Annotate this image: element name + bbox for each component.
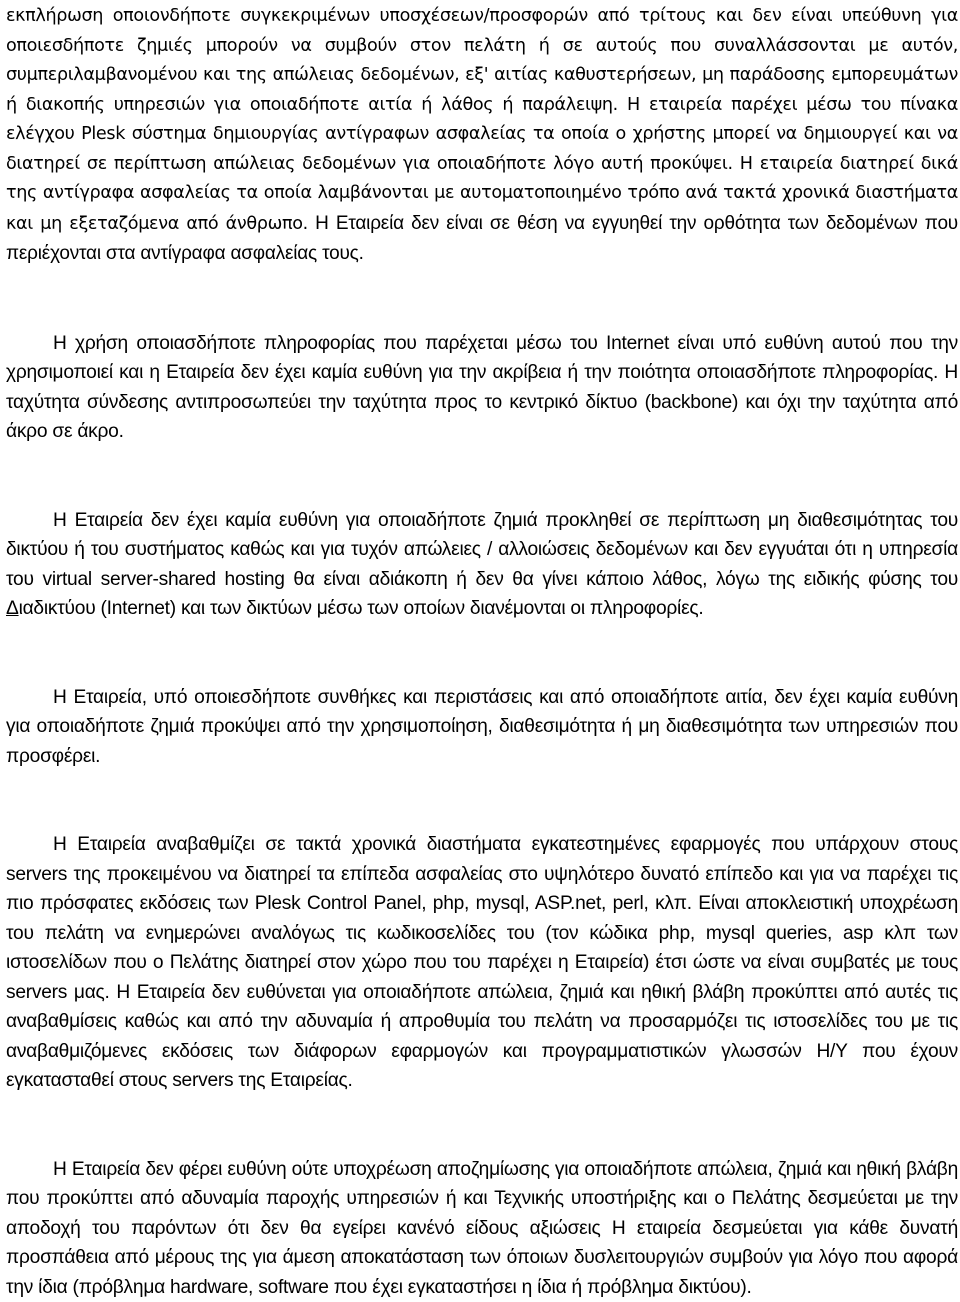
paragraph-gap bbox=[6, 771, 958, 830]
paragraph-gap bbox=[6, 624, 958, 683]
paragraph-liability-backups-text: εκπλήρωση οποιονδήποτε συγκεκριμένων υποσχέσεων/προσφορών από τρίτους και δεν είναι υπεύθυνη για οποιεσδήποτε ζημιές μπορούν να συμβούν στον πελάτη ή σε αυτούς που συναλλάσσονται με αυτόν, συμπεριλαμβανομένου και της απώλειας δεδομένων, εξ' αιτίας καθυστερήσεων, μη παράδοσης εμπορευμάτων ή διακοπής υπηρεσιών για οποιαδήποτε αιτία ή λάθος ή παράλειψη. Η εταιρεία παρέχει μέσω του πίνακα ελέγχου Plesk σύστημα δημιουργίας αντίγραφων ασφαλείας τα οποία ο χρήστης μπορεί να δημιουργεί και να διατηρεί σε περίπτωση απώλειας δεδομένων για οποιαδήποτε λόγο αυτή προκύψει. Η εταιρεία διατηρεί δικά της αντίγραφα ασφαλείας τα οποία λαμβάνονται με αυτοματοποιημένο τρόπο ανά τακτά χρονικά διαστήματα και μη εξεταζόμενα από άνθρωπο. bbox=[6, 6, 958, 234]
paragraph-gap bbox=[6, 270, 958, 329]
paragraph-internet-information: Η χρήση οποιασδήποτε πληροφορίας που παρέχεται μέσω του Internet είναι υπό ευθύνη αυτού που την χρησιμοποιεί και η Εταιρεία δεν έχει καμία ευθύνη για την ακρίβεια ή την ποιότητα οποιασδήποτε πληροφορίας. Η ταχύτητα σύνδεσης αντιπροσωπεύει την ταχύτητα προς το κεντρικό δίκτυο (backbone) και όχι την ταχύτητα από άκρο σε άκρο. bbox=[6, 332, 958, 442]
paragraph-liability-backups bbox=[6, 2, 958, 270]
paragraph-software-upgrades: Η Εταιρεία αναβαθμίζει σε τακτά χρονικά διαστήματα εγκατεστημένες εφαρμογές που υπάρχουν στους servers της προκειμένου να διατηρεί τα επίπεδα ασφαλείας στο υψηλότερο δυνατό επίπεδο και για να παρέχει τις πιο πρόσφατες εκδόσεις των Plesk Control Panel, php, mysql, ASP.net, perl, κλπ. Είναι αποκλειστική υποχρέωση του πελάτη να ενημερώνει αναλόγως τις κωδικοσελίδες του (τον κώδικα php, mysql queries, asp κλπ των ιστοσελίδων που ο Πελάτης διατηρεί στον χώρο που του παρέχει η Εταιρεία) έτσι ώστε να είναι συμβατές με τους servers μας. Η Εταιρεία δεν ευθύνεται για οποιαδήποτε απώλεια, ζημιά και ηθική βλάβη προκύπτει από αυτές τις αναβαθμίσεις καθώς και από την αδυναμία ή απροθυμία του πελάτη να προσαρμόζει τις ιστοσελίδες του με τις αναβαθμιζόμενες εκδόσεις των διάφορων εφαρμογών και προγραμματιστικών γλωσσών Η/Υ που έχουν εγκατασταθεί στους servers της Εταιρείας. bbox=[6, 834, 958, 1091]
paragraph-service-usage: Η Εταιρεία, υπό οποιεσδήποτε συνθήκες και περιστάσεις και από οποιαδήποτε αιτία, δεν έχει καμία ευθύνη για οποιαδήποτε ζημιά προκύψει από την χρησιμοποίηση, διαθεσιμότητα ή μη διαθεσιμότητα των υπηρεσιών που προσφέρει. bbox=[6, 686, 958, 767]
paragraph-compensation: Η Εταιρεία δεν φέρει ευθύνη ούτε υποχρέωση αποζημίωσης για οποιαδήποτε απώλεια, ζημιά και ηθική βλάβη που προκύπτει από αδυναμία παροχής υπηρεσιών ή και Τεχνικής υποστήριξης και ο Πελάτης δεσμεύεται με την αποδοχή του παρόντων ότι δεν θα εγείρει κανένό είδους αξιώσεις Η εταιρεία δεσμεύεται για κάθε δυνατή προσπάθεια από μέρους της για άμεση αποκατάσταση των όποιων δυσλειτουργιών συμβούν για λόγο που αφορά την ίδια (πρόβλημα hardware, software που έχει εγκαταστήσει η ίδια ή πρόβλημα δικτύου). bbox=[6, 1158, 958, 1298]
document-page bbox=[6, 0, 958, 1302]
paragraph-network-availability-text: Η Εταιρεία δεν έχει καμία ευθύνη για οποιαδήποτε ζημιά προκληθεί σε περίπτωση μη διαθεσιμότητας του δικτύου ή του συστήματος καθώς και για τυχόν απώλειες / αλλοιώσεις δεδομένων και δεν εγγυάται ότι η υπηρεσία του virtual server-shared hosting θα είναι αδιάκοπη ή δεν θα γίνει κάποιο λάθος, λόγω της ειδικής φύσης του bbox=[6, 509, 958, 590]
paragraph-gap bbox=[6, 1096, 958, 1155]
paragraph-gap bbox=[6, 447, 958, 506]
paragraph-network-availability-underlined: Δ bbox=[6, 598, 19, 619]
paragraph-network-availability bbox=[6, 506, 958, 624]
paragraph-network-availability-text-end: ιαδικτύου (Internet) και των δικτύων μέσω των οποίων διανέμονται οι πληροφορίες. bbox=[18, 598, 704, 619]
paragraph-liability-backups-text-end: Η Εταιρεία δεν είναι σε θέση να εγγυηθεί την ορθότητα των δεδομένων που περιέχονται στα αντίγραφα ασφαλείας τους. bbox=[6, 212, 958, 264]
